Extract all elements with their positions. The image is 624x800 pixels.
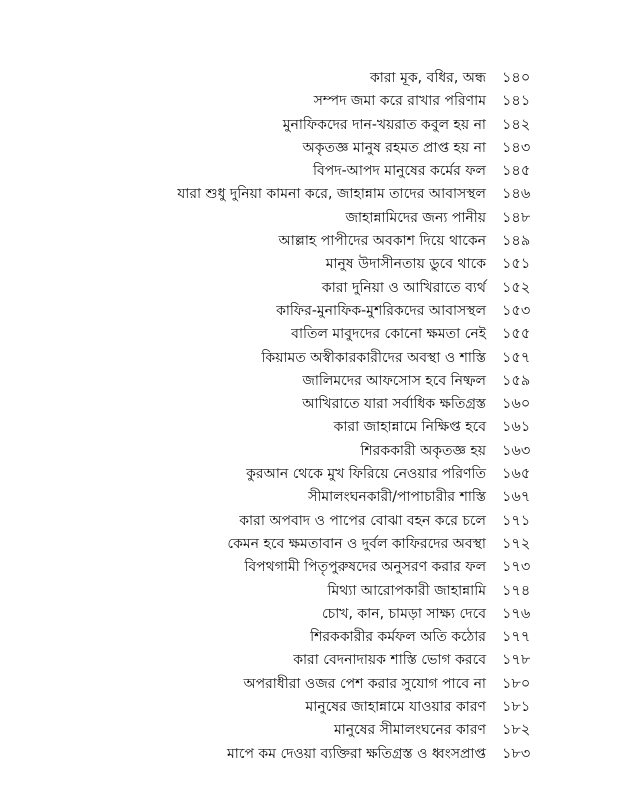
toc-entry <box>0 556 624 579</box>
toc-entry-page: ১৬১ <box>502 419 531 436</box>
toc-entry-title: বাতিল মাবুদদের কোনো ক্ষমতা নেই <box>291 326 486 343</box>
toc-entry <box>0 183 624 206</box>
toc-entry-title: মানুষের জাহান্নামে যাওয়ার কারণ <box>305 699 486 716</box>
toc-entry-page: ১৪৩ <box>502 139 531 156</box>
toc-entry-title: সম্পদ জমা করে রাখার পরিণাম <box>313 93 486 110</box>
toc-entry-page: ১৮০ <box>502 675 531 692</box>
toc-entry-title: চোখ, কান, চামড়া সাক্ষ্য দেবে <box>321 605 486 622</box>
toc-entry-page: ১৪১ <box>502 93 531 110</box>
toc-entry <box>0 370 624 393</box>
toc-entry <box>0 207 624 230</box>
toc-entry-page: ১৪৬ <box>502 186 531 203</box>
toc-entry <box>0 696 624 719</box>
toc-entry <box>0 160 624 183</box>
toc-entry <box>0 323 624 346</box>
toc-entry-page: ১৭৮ <box>502 652 531 669</box>
toc-entry-page: ১৬৩ <box>502 442 531 459</box>
toc-entry-title: শিরককারী অকৃতজ্ঞ হয় <box>360 442 486 459</box>
toc-entry <box>0 463 624 486</box>
toc-entry <box>0 649 624 672</box>
toc-entry <box>0 626 624 649</box>
toc-entry-title: কারা অপবাদ ও পাপের বোঝা বহন করে চলে <box>239 512 486 529</box>
toc-entry-title: কাফির-মুনাফিক-মুশরিকদের আবাসস্থল <box>276 302 486 319</box>
toc-entry <box>0 486 624 509</box>
toc-entry-title: কারা জাহান্নামে নিক্ষিপ্ত হবে <box>333 419 486 436</box>
toc-entry-page: ১৫২ <box>502 279 531 296</box>
toc-entry-page: ১৭৩ <box>502 559 531 576</box>
toc-entry <box>0 114 624 137</box>
toc-entry <box>0 719 624 742</box>
toc-entry-title: কারা বেদনাদায়ক শাস্তি ভোগ করবে <box>293 652 486 669</box>
toc-entry-title: জালিমদের আফসোস হবে নিষ্ফল <box>302 372 486 389</box>
toc-entry-page: ১৫৯ <box>502 372 531 389</box>
toc-entry-page: ১৮১ <box>502 699 531 716</box>
toc-entry-page: ১৭২ <box>502 535 531 552</box>
toc-entry-page: ১৬৭ <box>502 489 531 506</box>
toc-entry <box>0 300 624 323</box>
toc-entry-title: বিপথগামী পিতৃপুরুষদের অনুসরণ করার ফল <box>244 559 486 576</box>
toc-entry-page: ১৪৯ <box>502 233 531 250</box>
toc-entry-title: সীমালংঘনকারী/পাপাচারীর শাস্তি <box>308 489 486 506</box>
toc-entry <box>0 510 624 533</box>
toc-entry-title: কারা মূক, বধির, অন্ধ <box>370 70 486 86</box>
toc-entry-title: শিরককারীর কর্মফল অতি কঠোর <box>310 629 486 646</box>
toc-entry-title: কুরআন থেকে মুখ ফিরিয়ে নেওয়ার পরিণতি <box>246 466 486 483</box>
toc-entry <box>0 743 624 766</box>
toc-entry <box>0 533 624 556</box>
toc-entry-title: অপরাধীরা ওজর পেশ করার সুযোগ পাবে না <box>243 675 486 692</box>
toc-entry <box>0 67 624 90</box>
toc-entry <box>0 440 624 463</box>
toc-entry-title: আল্লাহ পাপীদের অবকাশ দিয়ে থাকেন <box>278 233 486 250</box>
toc-entry-title: কেমন হবে ক্ষমতাবান ও দুর্বল কাফিরদের অবস্থা <box>227 535 486 552</box>
toc-entry-page: ১৮২ <box>502 722 531 739</box>
toc-entry-title: আখিরাতে যারা সর্বাধিক ক্ষতিগ্রস্ত <box>302 396 486 413</box>
toc-entry <box>0 90 624 113</box>
toc-entry-title: মাপে কম দেওয়া ব্যক্তিরা ক্ষতিগ্রস্ত ও ধ্বংসপ্রাপ্ত <box>227 745 486 762</box>
toc-entry <box>0 277 624 300</box>
toc-entry <box>0 230 624 253</box>
toc-entry-page: ১৫১ <box>502 256 531 273</box>
toc-entry-title: কিয়ামত অস্বীকারকারীদের অবস্থা ও শাস্তি <box>261 349 486 366</box>
toc-entry-title: যারা শুধু দুনিয়া কামনা করে, জাহান্নাম তাদের আবাসস্থল <box>177 186 486 203</box>
toc-entry-title: অকৃতজ্ঞ মানুষ রহমত প্রাপ্ত হয় না <box>302 139 486 156</box>
toc-entry-title: বিপদ-আপদ মানুষের কর্মের ফল <box>312 163 486 180</box>
toc-entry-title: মানুষ উদাসীনতায় ডুবে থাকে <box>325 256 486 273</box>
toc-entry <box>0 393 624 416</box>
toc-entry-page: ১৬০ <box>502 396 531 413</box>
toc-entry-page: ১৪২ <box>502 116 531 133</box>
table-of-contents <box>0 67 624 766</box>
toc-entry-title: মিথ্যা আরোপকারী জাহান্নামি <box>327 582 486 599</box>
toc-entry-title: জাহান্নামিদের জন্য পানীয় <box>345 209 486 226</box>
toc-entry-title: মানুষের সীমালংঘনের কারণ <box>333 722 486 739</box>
toc-entry-page: ১৬৫ <box>502 466 531 483</box>
toc-entry <box>0 580 624 603</box>
toc-entry <box>0 673 624 696</box>
toc-entry-page: ১৭৬ <box>502 605 531 622</box>
toc-entry-page: ১৭১ <box>502 512 531 529</box>
toc-entry-page: ১৫৫ <box>502 326 531 343</box>
toc-entry <box>0 137 624 160</box>
toc-entry <box>0 347 624 370</box>
toc-entry-page: ১৪০ <box>502 70 531 86</box>
toc-entry <box>0 416 624 439</box>
toc-entry-page: ১৫৭ <box>502 349 531 366</box>
toc-entry-page: ১৭৭ <box>502 629 531 646</box>
toc-entry-title: কারা দুনিয়া ও আখিরাতে ব্যর্থ <box>321 279 486 296</box>
toc-entry-page: ১৭৪ <box>502 582 531 599</box>
toc-entry-page: ১৫৩ <box>502 302 531 319</box>
toc-entry-page: ১৪৫ <box>502 163 531 180</box>
toc-entry <box>0 253 624 276</box>
toc-entry-title: মুনাফিকদের দান-খয়রাত কবুল হয় না <box>282 116 486 133</box>
toc-entry <box>0 603 624 626</box>
toc-entry-page: ১৪৮ <box>502 209 531 226</box>
toc-entry-page: ১৮৩ <box>502 745 531 762</box>
